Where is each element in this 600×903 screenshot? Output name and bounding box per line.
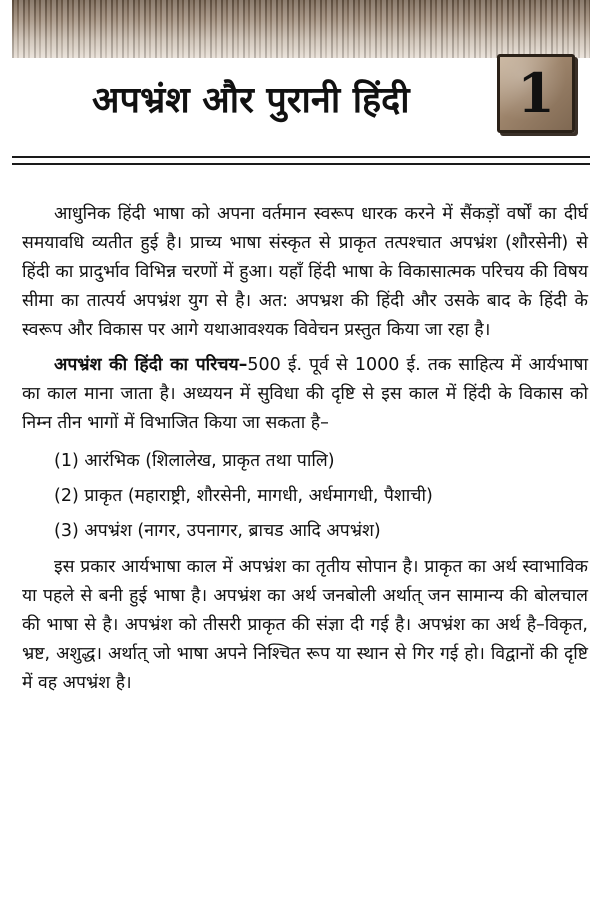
- title-divider-upper: [12, 156, 590, 158]
- decorative-header-band: [12, 0, 590, 58]
- chapter-number: 1: [517, 61, 555, 125]
- list-item: (3) अपभ्रंश (नागर, उपनागर, ब्राचड आदि अपभ्रंश): [54, 521, 381, 541]
- section-body-text: 500 ई. पूर्व से 1000 ई. तक साहित्य में आर्यभाषा का काल माना जाता है। अध्ययन में सुविधा की दृष्टि से इस काल में हिंदी के विकास को निम्न तीन भागों में विभाजित किया जा सकता है–: [22, 355, 589, 433]
- section-paragraph: [22, 351, 588, 438]
- closing-paragraph: इस प्रकार आर्यभाषा काल में अपभ्रंश का तृतीय सोपान है। प्राकृत का अर्थ स्वाभाविक या पहले से बनी हुई भाषा है। अपभ्रंश का अर्थ जनबोली अर्थात् जन सामान्य की बोलचाल की भाषा से है। अपभ्रंश को तीसरी प्राकृत की संज्ञा दी गई है। अपभ्रंश का अर्थ है–विकृत, भ्रष्ट, अशुद्ध। अर्थात् जो भाषा अपने निश्चित रूप या स्थान से गिर गई हो। विद्वानों की दृष्टि में वह अपभ्रंश है।: [22, 557, 588, 693]
- chapter-number-badge: [497, 54, 575, 133]
- list-item: (1) आरंभिक (शिलालेख, प्राकृत तथा पालि): [54, 451, 335, 471]
- section-heading: अपभ्रंश की हिंदी का परिचय–: [54, 355, 248, 375]
- chapter-title: अपभ्रंश और पुरानी हिंदी: [92, 79, 410, 121]
- list-item: (2) प्राकृत (महाराष्ट्री, शौरसेनी, मागधी, अर्धमागधी, पैशाची): [54, 486, 433, 506]
- chapter-body: [22, 200, 588, 698]
- title-divider-lower: [12, 163, 590, 165]
- intro-paragraph: आधुनिक हिंदी भाषा को अपना वर्तमान स्वरूप धारक करने में सैंकड़ों वर्षों का दीर्घ समयावधि व्यतीत हुई है। प्राच्य भाषा संस्कृत से प्राकृत तत्पश्चात अपभ्रंश (शौरसेनी) से हिंदी का प्रादुर्भाव विभिन्न चरणों में हुआ। यहाँ हिंदी भाषा के विकासात्मक परिचय की विषय सीमा का तात्पर्य अपभ्रंश युग से है। अत: अपभ्रश की हिंदी और उसके बाद के हिंदी के स्वरूप और विकास पर आगे यथाआवश्यक विवेचन प्रस्तुत किया जा रहा है।: [22, 204, 588, 340]
- periods-list: [22, 444, 588, 549]
